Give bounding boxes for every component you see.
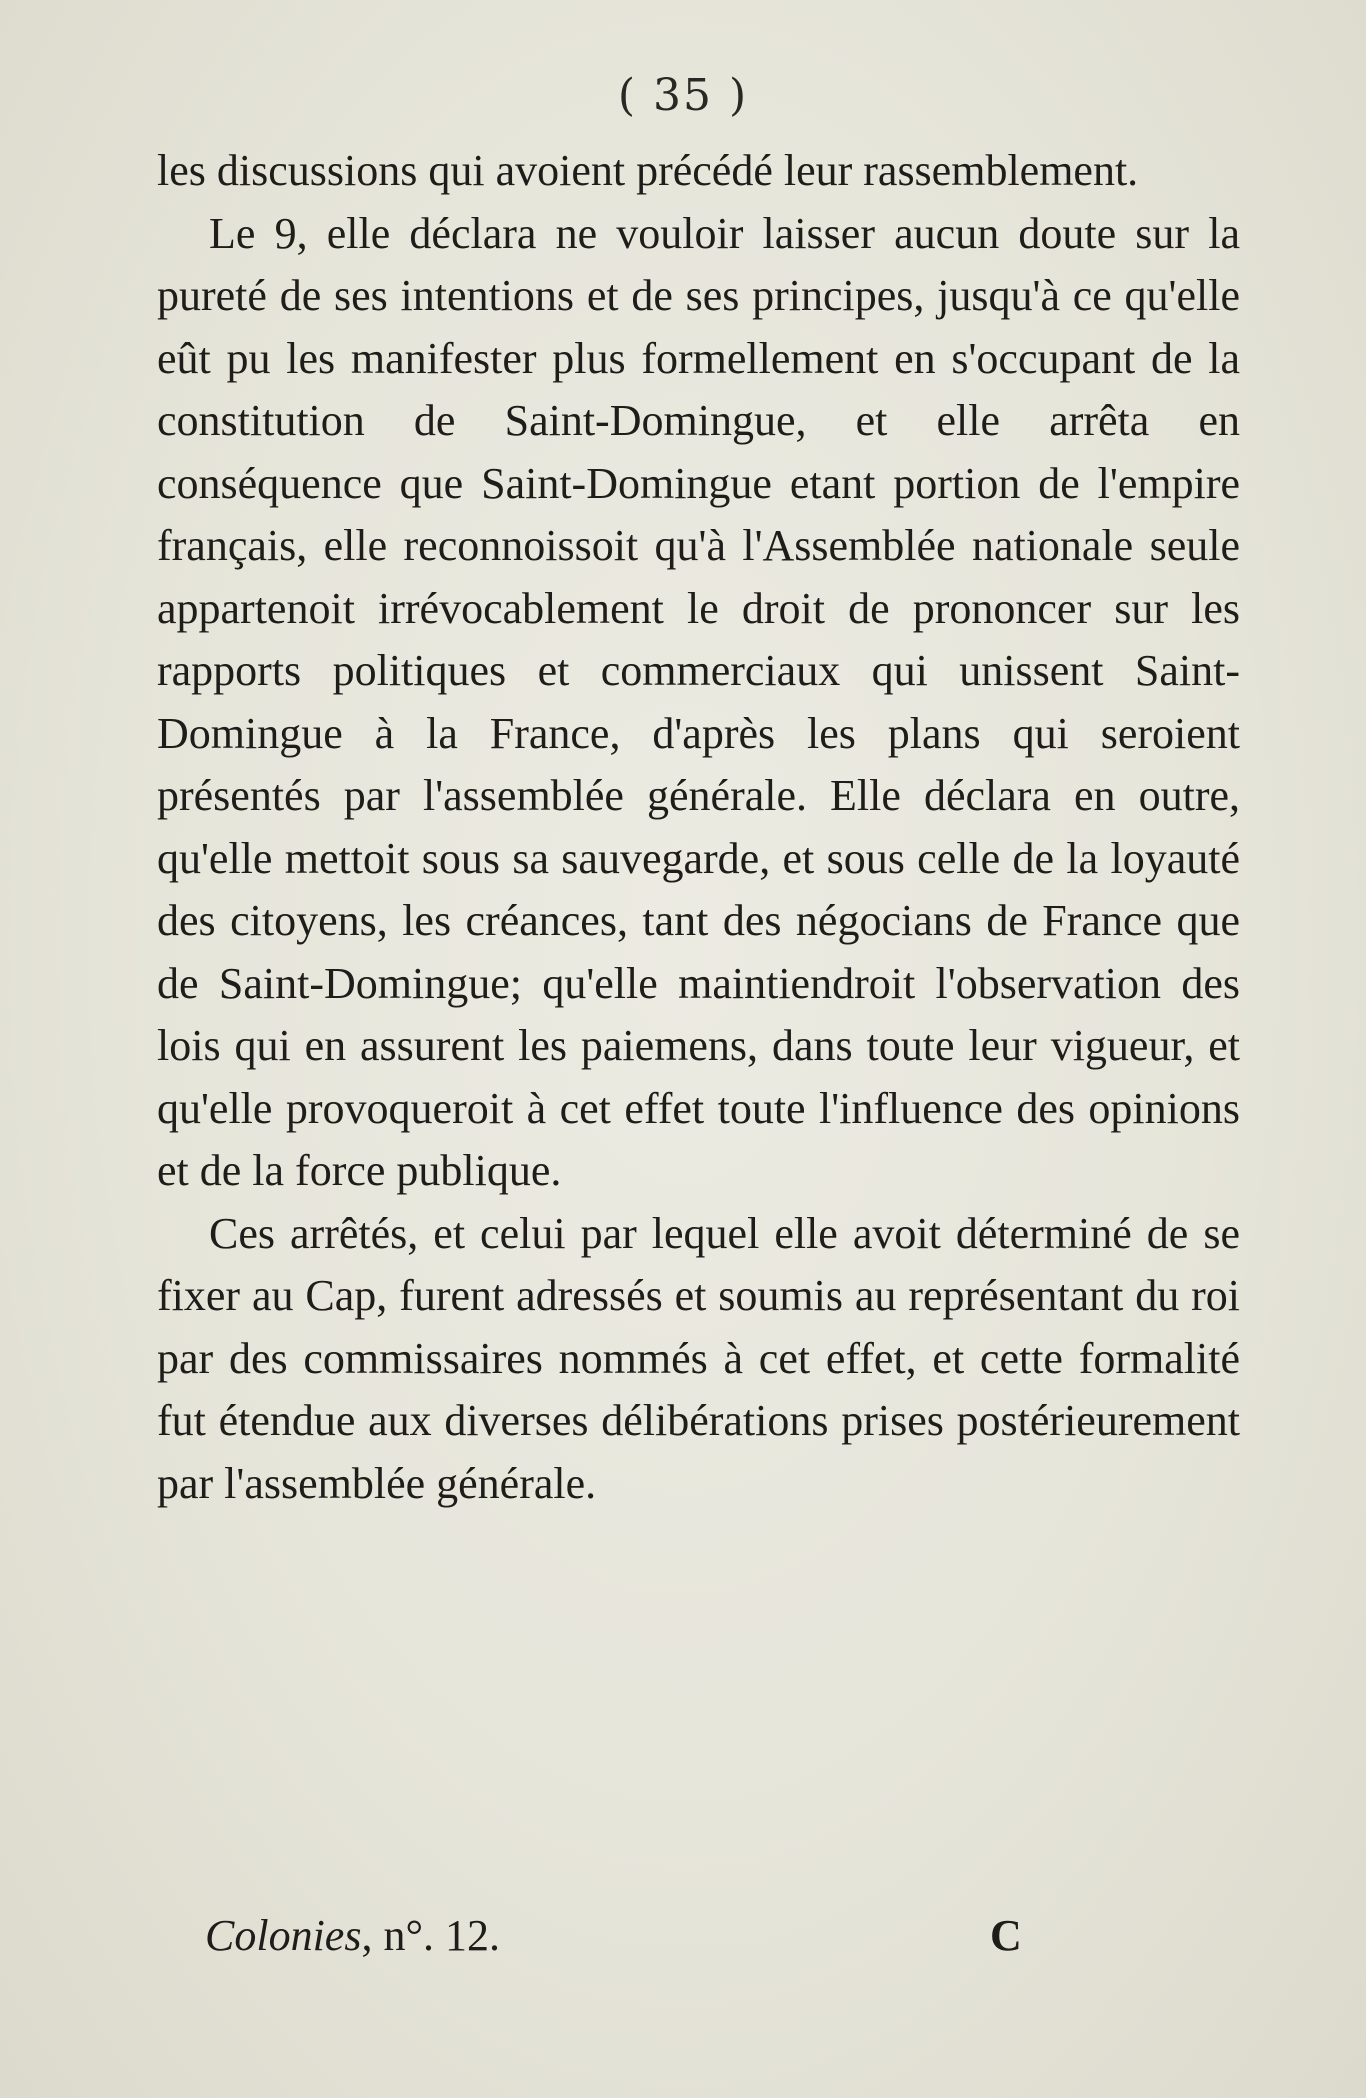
footer-series-line [205,1910,500,1961]
footer-issue-number: , n°. 12. [361,1911,501,1960]
paragraph-continuation: les discussions qui avoient précédé leur rassemblement. [157,146,1139,195]
paragraph-declaration: Le 9, elle déclara ne vouloir laisser aucun doute sur la pureté de ses intentions et de ses principes, jusqu'à ce qu'elle eût pu les manifester plus formellement en s'occupant de la constitution de Saint-Domingue, et elle arrêta en conséquence que Saint-Domingue etant portion de l'empire français, elle reconnoissoit qu'à l'Assemblée nationale seule appartenoit irrévocablement le droit de prononcer sur les rapports politiques et commerciaux qui unissent Saint-Domingue à la France, d'après les plans qui seroient présentés par l'assemblée générale. Elle déclara en outre, qu'elle mettoit sous sa sauvegarde, et sous celle de la loyauté des citoyens, les créances, tant des négocians de France que de Saint-Domingue; qu'elle maintiendroit l'observation des lois qui en assurent les paiemens, dans toute leur vigueur, et qu'elle provoqueroit à cet effet toute l'influence des opinions et de la force publique. [157,208,1240,1195]
paragraph-arretes: Ces arrêtés, et celui par lequel elle avoit déterminé de se fixer au Cap, furent adressés et soumis au représentant du roi par des commissaires nommés à cet effet, et cette formalité fut étendue aux diverses délibérations prises postérieurement par l'assemblée générale. [157,1208,1240,1508]
body-text [157,140,1240,1515]
footer-series-title: Colonies [205,1911,362,1960]
signature-mark: C [990,1911,1022,1960]
page-number: ( 35 ) [617,70,749,121]
